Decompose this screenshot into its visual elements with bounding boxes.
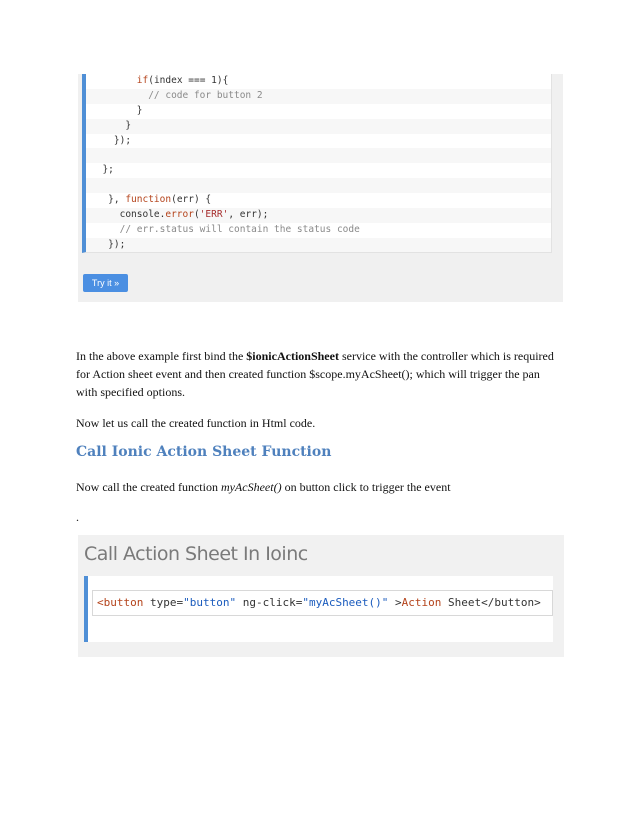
code-line [86,193,551,208]
stray-period: . [76,510,79,524]
example-title: Call Action Sheet In Ioinc [84,543,308,565]
code-token: ng-click= [236,596,303,609]
code-line [86,163,551,178]
paragraph-call-function: Now let us call the created function in Html code. [76,416,316,430]
service-name: $ionicActionSheet [246,349,339,363]
code-token: }); [91,134,132,146]
html-example-screenshot [78,535,564,657]
para1-before: In the above example first bind the [76,349,247,363]
code-token: "button" [183,596,237,609]
code-token: error [165,209,194,221]
code-line [86,74,551,89]
code-block [82,74,552,253]
code-token: } [91,104,143,116]
code-line [86,208,551,223]
code-token [91,90,148,101]
code-token: Action [401,596,442,609]
function-name: myAcSheet() [220,480,282,494]
code-token: if [136,75,149,86]
para3-after: on button click to trigger the event [281,480,451,494]
code-token: type= [143,596,184,609]
html-code-panel [84,576,553,642]
code-line [86,119,551,134]
section-heading: Call Ionic Action Sheet Function [76,444,332,460]
code-token: <button [97,596,144,609]
html-code-line [92,590,553,616]
para3-before: Now call the created function [76,480,221,494]
code-token [91,224,120,235]
code-token: (err) { [171,194,212,206]
code-token: }, [91,194,126,206]
code-line [86,223,551,238]
code-line [86,148,551,163]
code-token: }); [91,238,126,250]
code-token [91,75,137,86]
para1-after: service with the controller which is required for Action sheet event and then created function $scope.myAcSheet(); which will trigger the pan with specified options. [76,349,554,399]
code-token: (index === 1){ [148,75,229,86]
paragraph-explanation [76,347,556,401]
try-it-button[interactable]: Try it » [83,274,128,292]
code-token: 'ERR' [199,209,229,221]
code-token: }; [91,164,114,176]
code-token: // code for button 2 [148,89,263,101]
code-line [86,238,551,253]
code-token: console. [91,209,166,221]
code-token: "myAcSheet()" [302,596,389,609]
code-token: > [388,596,402,609]
code-token: Sheet</button> [441,596,541,609]
code-line [86,134,551,149]
code-token: function [125,194,172,206]
code-example-screenshot [78,74,563,302]
code-token: } [91,119,132,131]
code-token: , err); [228,209,269,221]
code-token: ( [193,209,200,221]
code-line [86,178,551,193]
code-line [86,104,551,119]
paragraph-button-click [76,478,556,496]
code-line [86,89,551,104]
code-token: // err.status will contain the status code [119,223,360,235]
